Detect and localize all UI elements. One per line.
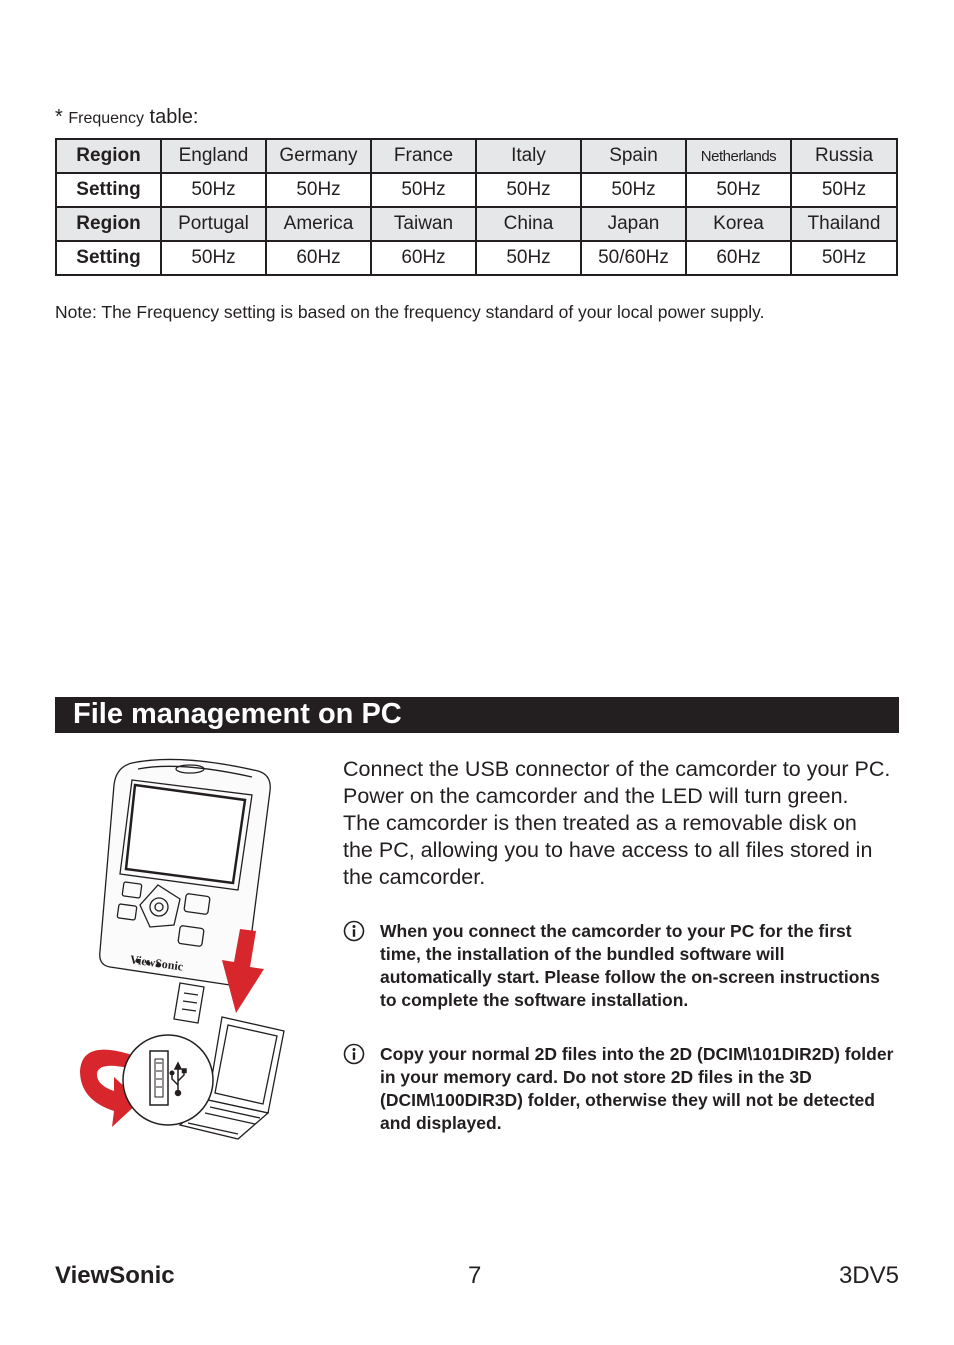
info-icon (343, 1043, 365, 1065)
table-row-setting-2 (56, 241, 897, 275)
table-row-region-1 (56, 139, 897, 173)
table-cell: 50Hz (371, 173, 476, 207)
table-cell: 50Hz (266, 173, 371, 207)
table-cell: Taiwan (371, 207, 476, 241)
frequency-label-small: Frequency (68, 110, 144, 127)
page-number: 7 (468, 1262, 482, 1289)
tip-text-2: Copy your normal 2D files into the 2D (DCIM\101DIR2D) folder in your memory card. Do not store 2D files in the 3D (DCIM\100DIR3D) folder, otherwise they will not be detected and displayed. (380, 1044, 894, 1133)
section-header (55, 697, 899, 733)
frequency-table (55, 138, 898, 276)
table-cell: 60Hz (371, 241, 476, 275)
table-cell: 50Hz (161, 241, 266, 275)
camcorder-usb-illustration (70, 755, 300, 1145)
table-cell: 50/60Hz (581, 241, 686, 275)
table-cell: 50Hz (476, 241, 581, 275)
row-header: Region (56, 139, 161, 173)
table-cell: Japan (581, 207, 686, 241)
table-cell: Thailand (791, 207, 897, 241)
table-cell: Germany (266, 139, 371, 173)
table-cell: 50Hz (476, 173, 581, 207)
table-cell: Netherlands (686, 139, 791, 173)
table-cell: Portugal (161, 207, 266, 241)
table-cell: England (161, 139, 266, 173)
table-cell: Spain (581, 139, 686, 173)
section-body: Connect the USB connector of the camcorder to your PC. Power on the camcorder and the LED will turn green. The camcorder is then treated as a removable disk on the PC, allowing you to have access to all files stored in the camcorder. (343, 757, 891, 889)
footer-brand: ViewSonic (55, 1262, 175, 1289)
table-cell: Italy (476, 139, 581, 173)
usb-port-closeup (123, 1035, 213, 1125)
table-cell: China (476, 207, 581, 241)
table-cell: France (371, 139, 476, 173)
table-cell: Korea (686, 207, 791, 241)
table-cell: 50Hz (686, 173, 791, 207)
section-title: File management on PC (73, 698, 402, 730)
row-header: Setting (56, 173, 161, 207)
table-cell: 50Hz (581, 173, 686, 207)
asterisk: * (55, 106, 63, 128)
table-row-setting-1 (56, 173, 897, 207)
table-cell: 50Hz (161, 173, 266, 207)
device-logo: ViewSonic (129, 952, 185, 974)
frequency-table-label (55, 106, 198, 129)
table-cell: 50Hz (791, 241, 897, 275)
table-cell: 60Hz (686, 241, 791, 275)
table-row-region-2 (56, 207, 897, 241)
table-cell: 50Hz (791, 173, 897, 207)
table-cell: Russia (791, 139, 897, 173)
frequency-note: Note: The Frequency setting is based on the frequency standard of your local power supply. (55, 302, 765, 322)
table-label-suffix: table: (149, 106, 199, 128)
row-header: Region (56, 207, 161, 241)
table-cell: America (266, 207, 371, 241)
tip-text-1: When you connect the camcorder to your PC for the first time, the installation of the bundled software will automatically start. Please follow the on-screen instructions to complete the software installation. (380, 921, 880, 1010)
table-cell: 60Hz (266, 241, 371, 275)
info-icon (343, 920, 365, 942)
row-header: Setting (56, 241, 161, 275)
footer-model: 3DV5 (838, 1262, 899, 1289)
